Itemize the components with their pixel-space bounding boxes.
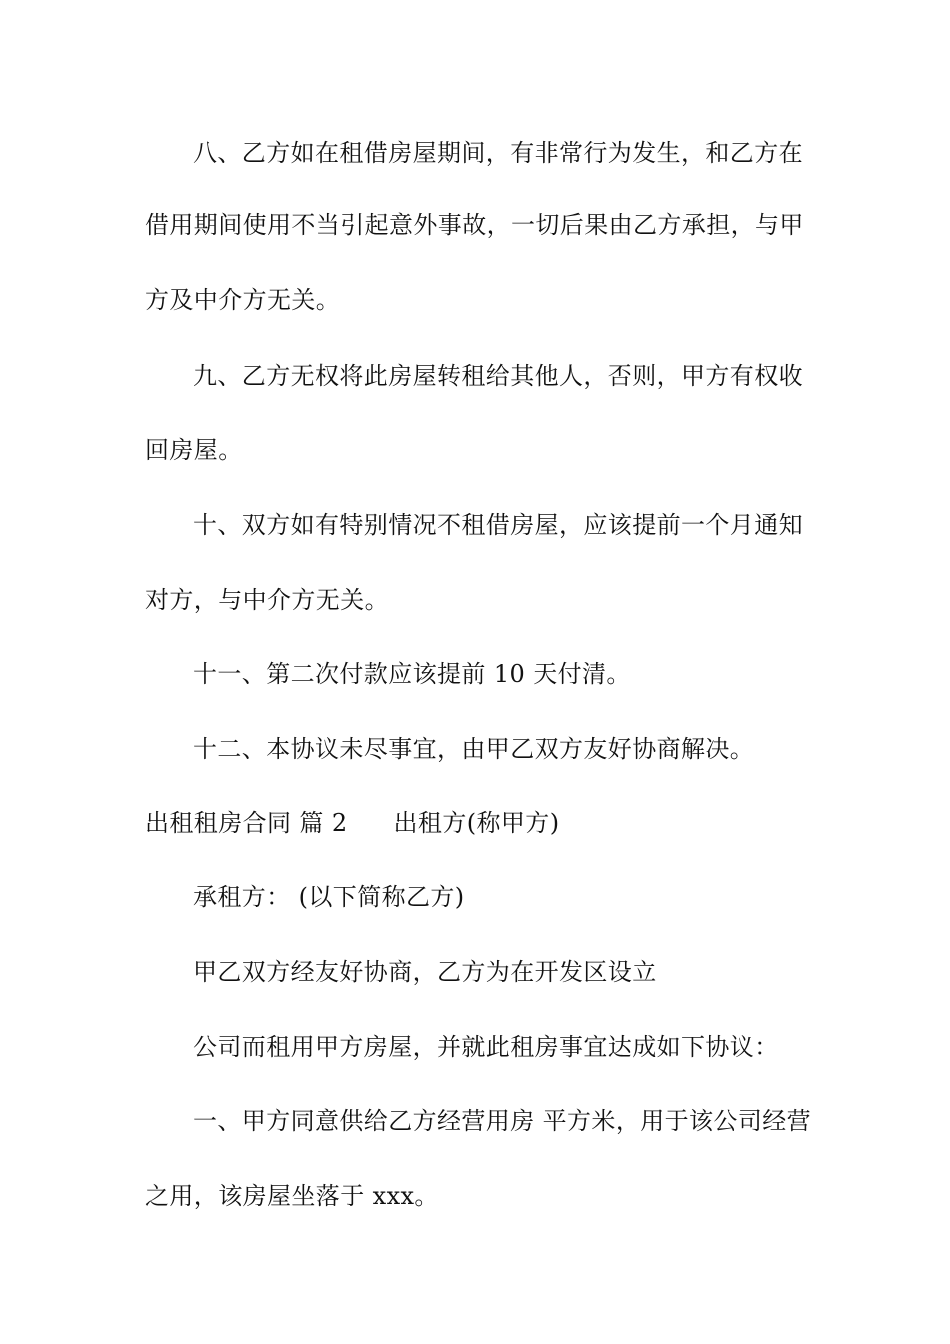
clause-1-line-2: 之用，该房屋坐落于 xxx。 [145, 1182, 439, 1210]
paragraph-10-line-1: 十、双方如有特别情况不租借房屋，应该提前一个月通知 [193, 511, 803, 539]
paragraph-9-line-2: 回房屋。 [145, 436, 243, 464]
agreement-intro-line-2: 公司而租用甲方房屋，并就此租房事宜达成如下协议： [193, 1033, 779, 1061]
lessee-label: 承租方： (以下简称乙方) [193, 883, 465, 911]
paragraph-10-line-2: 对方，与中介方无关。 [145, 586, 389, 614]
paragraph-8-line-1: 八、乙方如在租借房屋期间，有非常行为发生，和乙方在 [193, 139, 803, 167]
paragraph-12: 十二、本协议未尽事宜，由甲乙双方友好协商解决。 [193, 735, 755, 763]
agreement-intro-line-1: 甲乙双方经友好协商，乙方为在开发区设立 [193, 958, 657, 986]
paragraph-8-line-2: 借用期间使用不当引起意外事故，一切后果由乙方承担，与甲 [145, 211, 804, 239]
clause-1-line-1: 一、甲方同意供给乙方经营用房 平方米，用于该公司经营 [193, 1107, 812, 1135]
contract-heading [145, 808, 559, 838]
paragraph-8-line-3: 方及中介方无关。 [145, 286, 341, 314]
contract-title: 出租租房合同 篇 2 [145, 809, 348, 837]
paragraph-11: 十一、第二次付款应该提前 10 天付清。 [193, 660, 631, 688]
lessor-label: 出租方(称甲方) [393, 809, 560, 837]
paragraph-9-line-1: 九、乙方无权将此房屋转租给其他人，否则，甲方有权收 [193, 362, 803, 390]
